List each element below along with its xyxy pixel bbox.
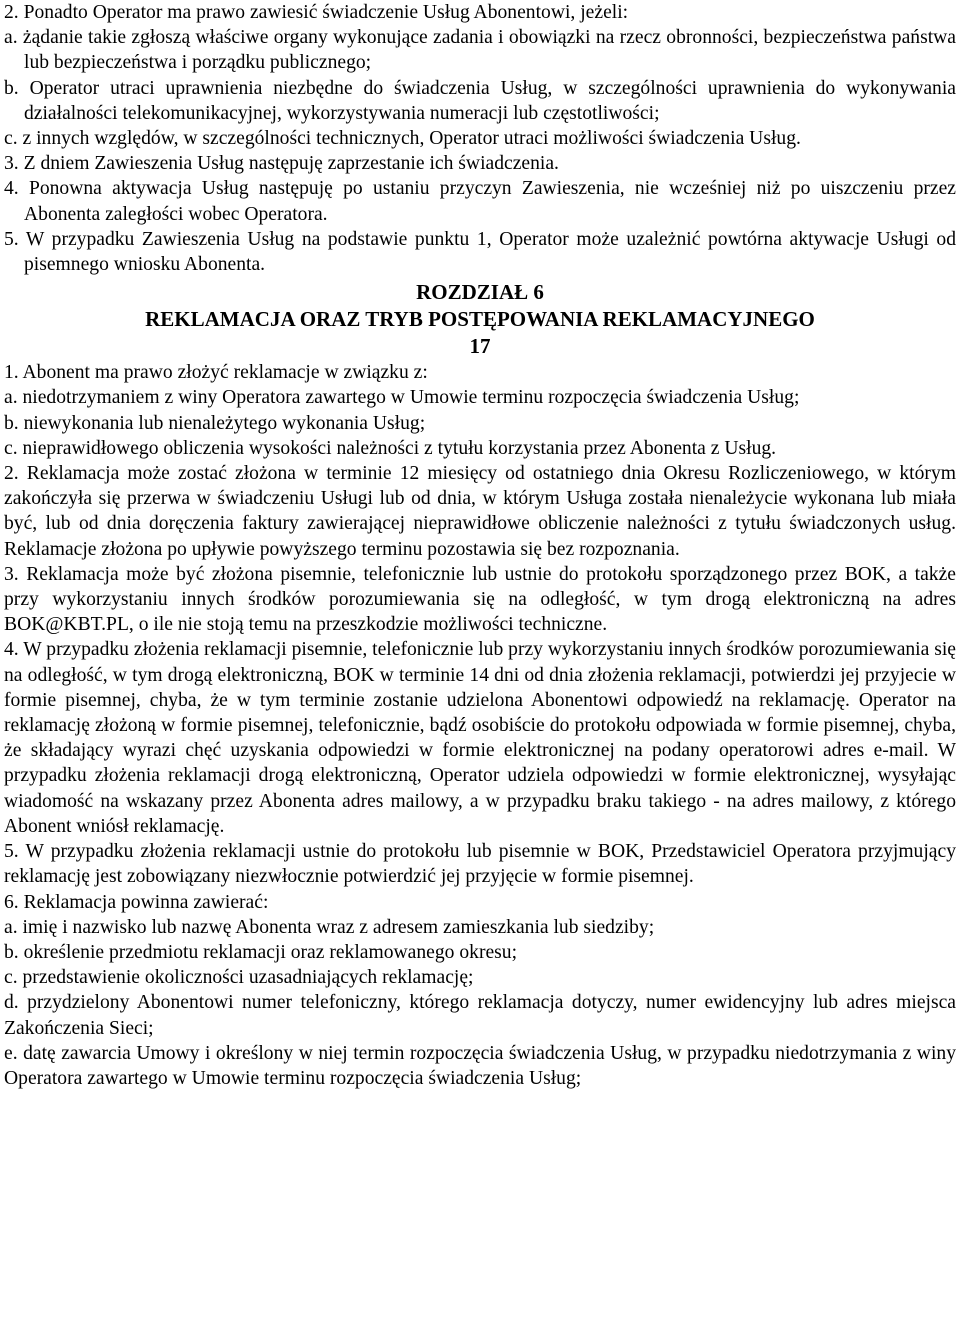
paragraph-r2: 2. Reklamacja może zostać złożona w terminie 12 miesięcy od ostatniego dnia Okresu Rozliczeniowego, w którym zakończyła się przerwa w świadczeniu Usługi lub od dnia, w którym Usługa została nienależycie wykonana lub miała być, lub od dnia doręczenia faktury zawierającej nieprawidłowe obliczenie należności z tytułu świadczonych usług. Reklamacje złożona po upływie powyższego terminu pozostawia się bez rozpoznania. bbox=[4, 463, 956, 560]
document-page bbox=[4, 0, 956, 1091]
paragraph-r6a: a. imię i nazwisko lub nazwę Abonenta wraz z adresem zamieszkania lub siedziby; bbox=[4, 916, 655, 938]
paragraph-sign: 17 bbox=[469, 334, 491, 359]
paragraph-r1b: b. niewykonania lub nienależytego wykonania Usług; bbox=[4, 412, 426, 434]
paragraph-5: 5. W przypadku Zawieszenia Usług na podstawie punktu 1, Operator może uzależnić powtórna aktywacje Usługi od pisemnego wniosku Abonenta. bbox=[4, 228, 956, 276]
paragraph-2: 2. Ponadto Operator ma prawo zawiesić świadczenie Usług Abonentowi, jeżeli: bbox=[4, 2, 629, 23]
chapter-title: REKLAMACJA ORAZ TRYB POSTĘPOWANIA REKLAMACYJNEGO bbox=[145, 307, 815, 332]
paragraph-2c: c. z innych względów, w szczególności technicznych, Operator utraci możliwości świadczenia Usług. bbox=[4, 128, 801, 150]
paragraph-r6c: c. przedstawienie okoliczności uzasadniających reklamację; bbox=[4, 967, 474, 989]
paragraph-r6b: b. określenie przedmiotu reklamacji oraz reklamowanego okresu; bbox=[4, 941, 518, 963]
paragraph-r6d: d. przydzielony Abonentowi numer telefoniczny, którego reklamacja dotyczy, numer ewidencyjny lub adres miejsca Zakończenia Sieci; bbox=[4, 992, 956, 1039]
paragraph-r4: 4. W przypadku złożenia reklamacji pisemnie, telefonicznie lub przy wykorzystaniu innych środków porozumiewania się na odległość, w tym drogą elektroniczną, BOK w terminie 14 dni od dnia złożenia reklamacji, potwierdzi jej przyjecie w formie pisemnej, chyba, że w tym terminie zostanie udzielona Abonentowi odpowiedź na reklamację. Operator na reklamację złożoną w formie pisemnej, telefonicznie, bądź osobiście do protokołu odpowiada w formie pisemnej, chyba, że składający wyrazi chęć uzyskania odpowiedzi w formie elektronicznej na podany operatorowi adres e-mail. W przypadku złożenia reklamacji drogą elektroniczną, Operator udziela odpowiedzi w formie elektronicznej, wysyłając wiadomość na wskazany przez Abonenta adres mailowy, a w przypadku braku takiego - na adres mailowy, z którego Abonent wniósł reklamację. bbox=[4, 639, 956, 837]
paragraph-2a: a. żądanie takie zgłoszą właściwe organy wykonujące zadania i obowiązki na rzecz obronności, bezpieczeństwa państwa lub bezpieczeństwa i porządku publicznego; bbox=[4, 27, 956, 74]
paragraph-r6: 6. Reklamacja powinna zawierać: bbox=[4, 891, 269, 913]
paragraph-2b: b. Operator utraci uprawnienia niezbędne do świadczenia Usług, w szczególności uprawnienia do wykonywania działalności telekomunikacyjnej, wykorzystywania numeracji lub częstotliwości; bbox=[4, 77, 956, 124]
paragraph-r1a: a. niedotrzymaniem z winy Operatora zawartego w Umowie terminu rozpoczęcia świadczenia Usług; bbox=[4, 387, 800, 409]
paragraph-r1c: c. nieprawidłowego obliczenia wysokości należności z tytułu korzystania przez Abonenta z Usług. bbox=[4, 437, 777, 459]
paragraph-r5: 5. W przypadku złożenia reklamacji ustnie do protokołu lub pisemnie w BOK, Przedstawiciel Operatora przyjmujący reklamację jest zobowiązany niezwłocznie potwierdzić jej przyjęcie w formie pisemnej. bbox=[4, 841, 956, 888]
chapter-number: ROZDZIAŁ 6 bbox=[416, 280, 544, 305]
paragraph-r3: 3. Reklamacja może być złożona pisemnie, telefonicznie lub ustnie do protokołu sporządzonego przez BOK, a także przy wykorzystaniu innych środków porozumiewania się na odległość, w tym drogą elektroniczną na adres BOK@KBT.PL, o ile nie stoją temu na przeszkodzie możliwości techniczne. bbox=[4, 563, 956, 636]
paragraph-4: 4. Ponowna aktywacja Usług następuję po ustaniu przyczyn Zawieszenia, nie wcześniej niż po uiszczeniu przez Abonenta zaległości wobec Operatora. bbox=[4, 178, 956, 225]
paragraph-r6e: e. datę zawarcia Umowy i określony w niej termin rozpoczęcia świadczenia Usług, w przypadku niedotrzymania z winy Operatora zawartego w Umowie terminu rozpoczęcia świadczenia Usług; bbox=[4, 1042, 956, 1089]
paragraph-r1: 1. Abonent ma prawo złożyć reklamacje w związku z: bbox=[4, 362, 428, 384]
paragraph-3: 3. Z dniem Zawieszenia Usług następuję zaprzestanie ich świadczenia. bbox=[4, 153, 559, 175]
